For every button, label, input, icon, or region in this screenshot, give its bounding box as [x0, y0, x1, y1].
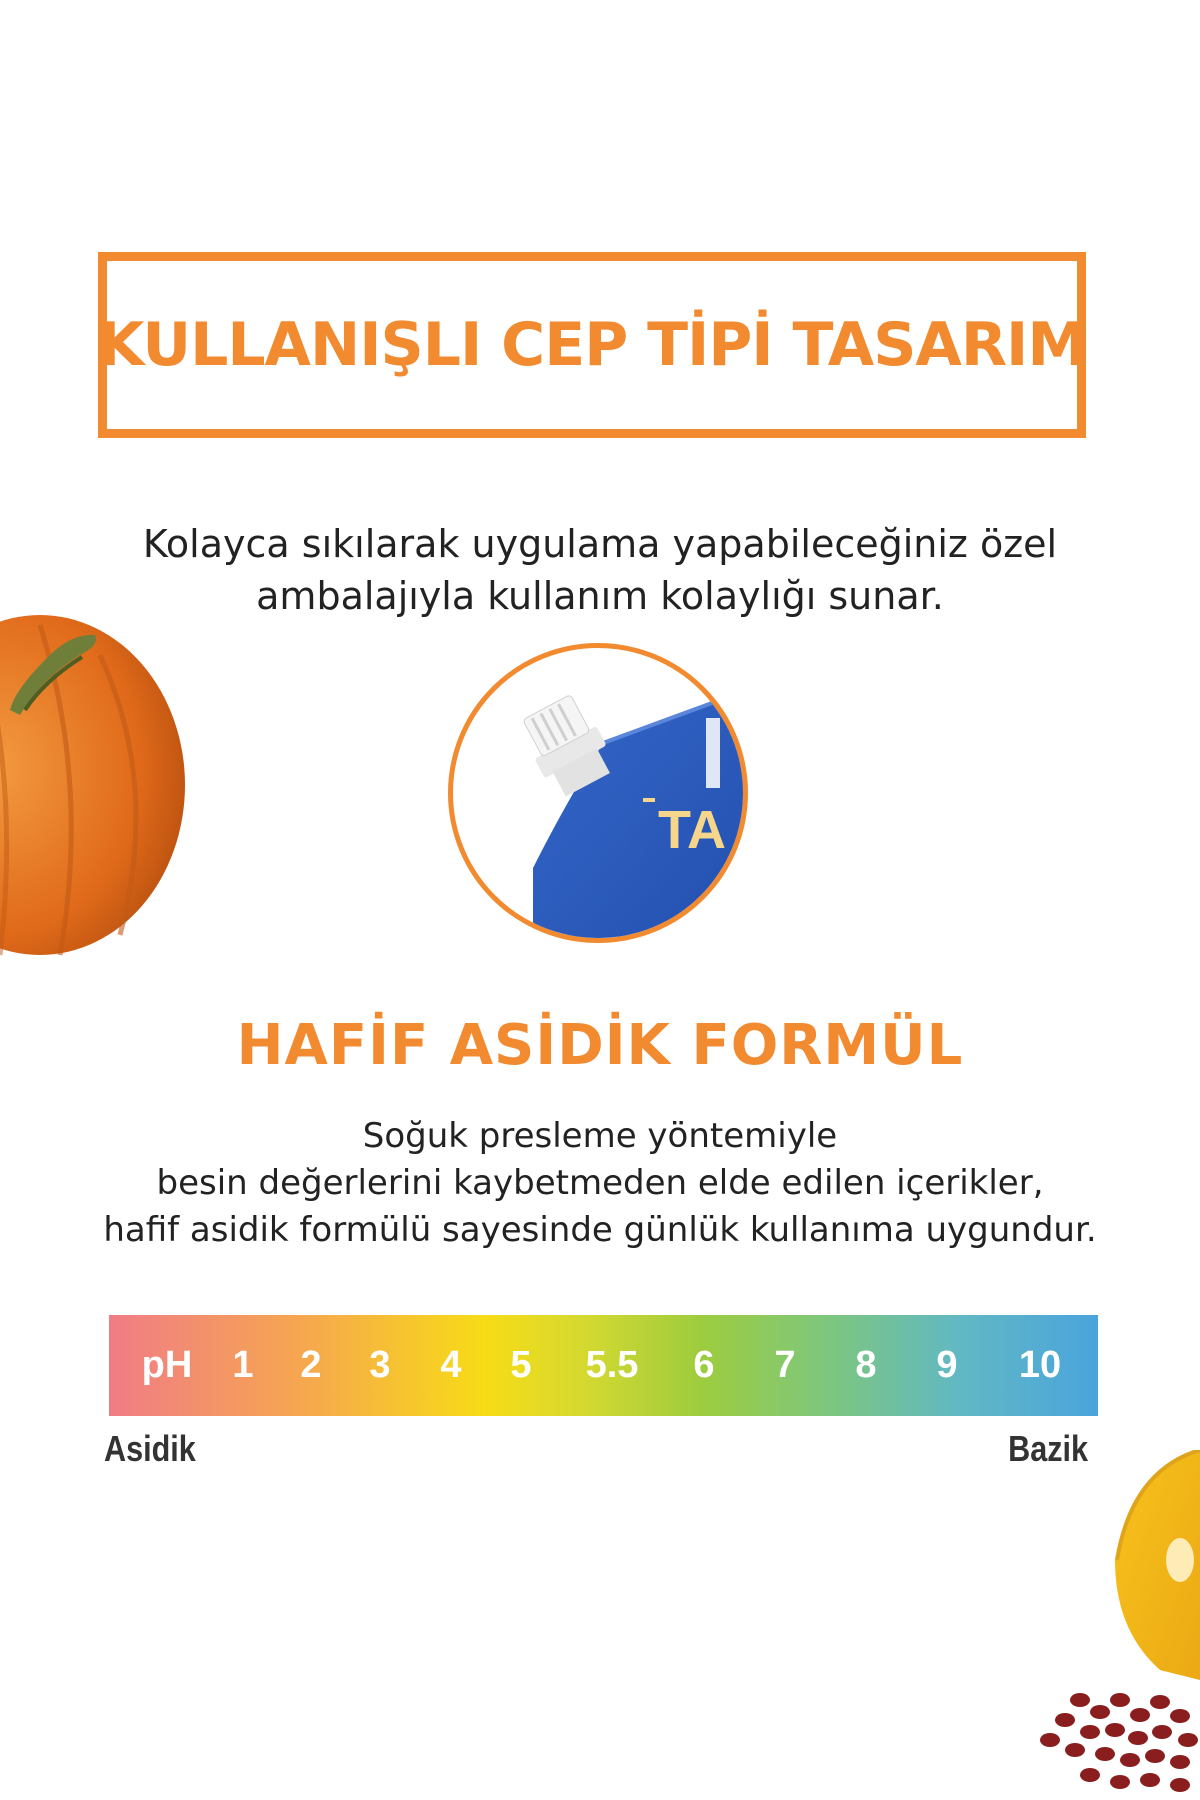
- title-box: [98, 252, 1086, 438]
- ph-scale-label: 1: [232, 1344, 254, 1386]
- section2-description-line: hafif asidik formülü sayesinde günlük kullanıma uygundur.: [103, 1210, 1097, 1250]
- basic-label: Bazik: [1008, 1428, 1088, 1469]
- ph-scale-label: 9: [936, 1344, 958, 1386]
- ph-scale-label: 6: [693, 1344, 715, 1386]
- section2-description-line: Soğuk presleme yöntemiyle: [362, 1116, 838, 1156]
- ph-scale-label: pH: [141, 1344, 193, 1386]
- section2-title: HAFİF ASİDİK FORMÜL: [236, 1013, 964, 1078]
- ph-scale-label: 7: [774, 1344, 796, 1386]
- section1-description: [0, 518, 1200, 622]
- pumpkin-slice-image: [1020, 1450, 1200, 1800]
- ph-scale-label: 4: [440, 1344, 462, 1386]
- section1-title: KULLANIŞLI CEP TİPİ TASARIM: [97, 310, 1087, 380]
- pouch-illustration: [453, 648, 743, 938]
- ph-scale-bar: [109, 1315, 1098, 1416]
- ph-scale-label: 2: [300, 1344, 322, 1386]
- ph-scale-label: 5: [510, 1344, 532, 1386]
- acidic-label: Asidik: [104, 1428, 196, 1469]
- pumpkin-left-image: [0, 585, 190, 975]
- section2-description: [0, 1113, 1200, 1254]
- section2-description-line: besin değerlerini kaybetmeden elde edilen içerikler,: [156, 1163, 1044, 1203]
- ph-scale-label: 5.5: [585, 1344, 639, 1386]
- ph-scale-label: 8: [855, 1344, 877, 1386]
- section1-description-line: ambalajıyla kullanım kolaylığı sunar.: [256, 574, 944, 618]
- section1-description-line: Kolayca sıkılarak uygulama yapabileceğiniz özel: [142, 522, 1058, 566]
- pouch-image: [448, 643, 748, 943]
- ph-scale-label: 3: [369, 1344, 391, 1386]
- ph-scale-label: 10: [1018, 1344, 1062, 1386]
- pouch-brand-text: TA: [658, 800, 726, 860]
